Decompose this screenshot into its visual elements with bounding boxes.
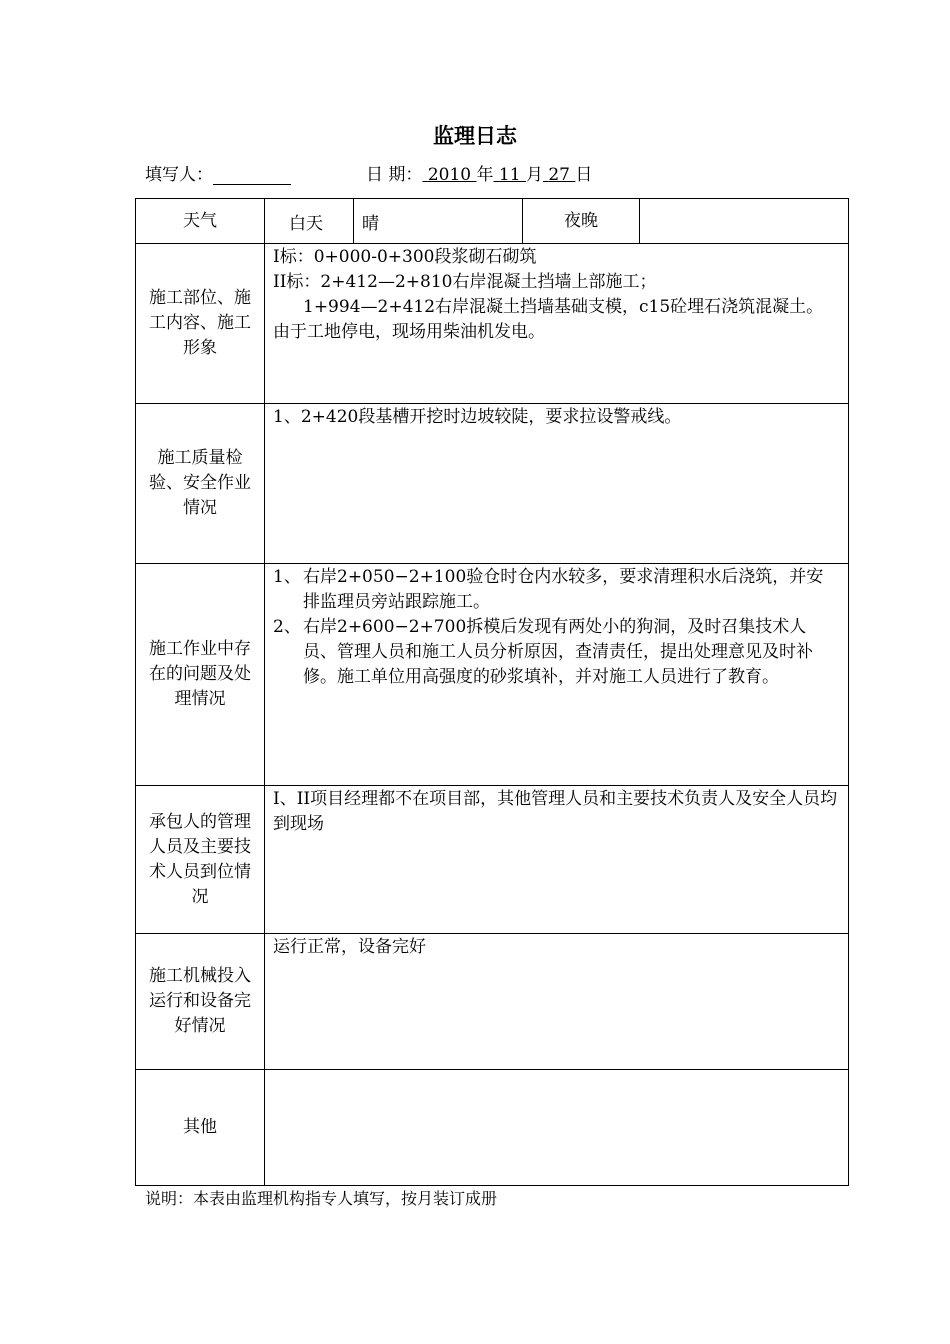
issues-content[interactable] xyxy=(265,564,849,786)
issue-number: 2、 xyxy=(273,617,301,637)
quality-label: 施工质量检验、安全作业情况 xyxy=(136,404,265,564)
weather-night-label: 夜晚 xyxy=(523,199,640,244)
issue-text: 右岸2+600−2+700拆模后发现有两处小的狗洞，及时召集技术人员、管理人员和施工人员分析原因，查清责任，提出处理意见及时补修。施工单位用高强度的砂浆填补，并对施工人员进行了教育。 xyxy=(303,617,813,687)
writer-blank xyxy=(213,167,291,185)
construction-row xyxy=(136,244,849,404)
machinery-line-1: 运行正常，设备完好 xyxy=(273,937,426,957)
issue-item xyxy=(273,565,840,615)
weather-label: 天气 xyxy=(136,199,265,244)
construction-line-4: 由于工地停电，现场用柴油机发电。 xyxy=(273,322,545,342)
machinery-row xyxy=(136,934,849,1070)
issue-text: 右岸2+050−2+100验仓时仓内水较多，要求清理积水后浇筑，并安排监理员旁站跟踪施工。 xyxy=(303,567,824,612)
construction-label: 施工部位、施工内容、施工形象 xyxy=(136,244,265,404)
supervision-log-table xyxy=(135,198,849,1186)
other-label: 其他 xyxy=(136,1070,265,1186)
writer-field xyxy=(145,160,291,185)
issue-item xyxy=(273,615,840,690)
date-label: 日 期： xyxy=(366,165,423,185)
weather-day-value[interactable]: 晴 xyxy=(354,199,523,244)
quality-line-1: 1、2+420段基槽开挖时边坡较陡，要求拉设警戒线。 xyxy=(273,407,682,427)
weather-day-label: 白天 xyxy=(265,199,354,244)
quality-content[interactable] xyxy=(265,404,849,564)
issues-label: 施工作业中存在的问题及处理情况 xyxy=(136,564,265,786)
personnel-row xyxy=(136,786,849,934)
other-row xyxy=(136,1070,849,1186)
quality-row xyxy=(136,404,849,564)
machinery-content[interactable] xyxy=(265,934,849,1070)
other-content[interactable] xyxy=(265,1070,849,1186)
personnel-line-1: I、II项目经理都不在项目部，其他管理人员和主要技术负责人及安全人员均到现场 xyxy=(273,789,838,834)
date-month-unit: 月 xyxy=(525,165,543,185)
weather-night-value[interactable] xyxy=(640,199,849,244)
construction-line-1: I标：0+000-0+300段浆砌石砌筑 xyxy=(273,247,537,267)
date-year-unit: 年 xyxy=(476,165,494,185)
weather-row xyxy=(136,199,849,244)
date-year: 2010 xyxy=(427,165,472,185)
construction-line-3: 1+994—2+412右岸混凝土挡墙基础支模，c15砼埋石浇筑混凝土。 xyxy=(303,297,824,317)
construction-content[interactable] xyxy=(265,244,849,404)
date-day-unit: 日 xyxy=(575,165,593,185)
date-month: 11 xyxy=(498,165,521,185)
issue-number: 1、 xyxy=(273,567,301,587)
construction-line-2: II标：2+412—2+810右岸混凝土挡墙上部施工； xyxy=(273,272,657,292)
machinery-label: 施工机械投入运行和设备完好情况 xyxy=(136,934,265,1070)
page-title: 监理日志 xyxy=(433,124,517,148)
date-day: 27 xyxy=(548,165,570,185)
issues-row xyxy=(136,564,849,786)
footnote: 说明：本表由监理机构指专人填写，按月装订成册 xyxy=(145,1189,498,1208)
writer-label: 填写人： xyxy=(145,165,213,185)
personnel-label: 承包人的管理人员及主要技术人员到位情况 xyxy=(136,786,265,934)
date-field xyxy=(366,160,592,185)
personnel-content[interactable] xyxy=(265,786,849,934)
